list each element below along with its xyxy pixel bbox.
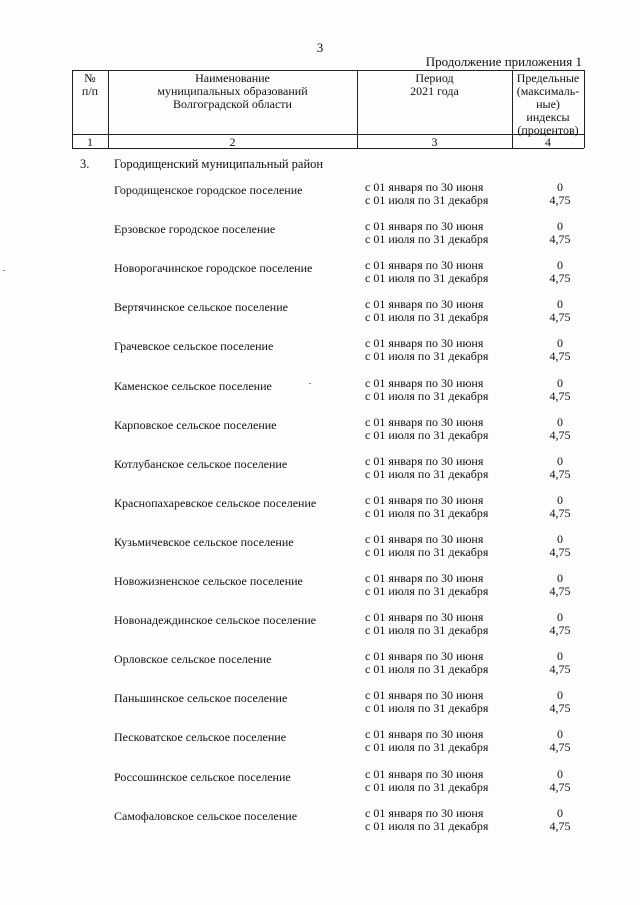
page-number: 3 xyxy=(316,40,324,55)
period-cell xyxy=(365,337,488,363)
index-cell xyxy=(540,298,580,324)
municipality-name: Россошинское сельское поселение xyxy=(114,769,291,784)
period-second-half: с 01 июля по 31 декабря xyxy=(365,193,489,207)
period-second-half: с 01 июля по 31 декабря xyxy=(365,310,489,325)
period-first-half: с 01 января по 30 июня xyxy=(365,727,484,742)
municipality-name: Орловское сельское поселение xyxy=(114,652,272,667)
header-col-4: 4 xyxy=(545,135,551,149)
period-first-half: с 01 января по 30 июня xyxy=(365,219,484,234)
period-second-half: с 01 июля по 31 декабря xyxy=(365,232,489,247)
period-second-half: с 01 июля по 31 декабря xyxy=(365,271,489,286)
period-cell xyxy=(365,650,488,676)
period-first-half: с 01 января по 30 июня xyxy=(365,688,484,703)
period-first-half: с 01 января по 30 июня xyxy=(365,492,484,507)
index-cell xyxy=(540,768,580,794)
index-second-half: 4,75 xyxy=(549,701,571,716)
period-second-half: с 01 июля по 31 декабря xyxy=(365,740,489,755)
period-first-half: с 01 января по 30 июня xyxy=(365,336,484,351)
index-cell xyxy=(540,337,580,363)
index-cell xyxy=(540,728,580,754)
header-period: Период 2021 года xyxy=(410,71,459,98)
table-row xyxy=(0,375,640,415)
index-second-half: 4,75 xyxy=(549,662,571,677)
index-cell xyxy=(540,807,580,833)
index-first-half: 0 xyxy=(557,649,563,664)
municipality-name: Грачевское сельское поселение xyxy=(114,339,274,354)
header-name: Наименование муниципальных образований Волгоградской области xyxy=(157,71,308,111)
table-row xyxy=(0,336,640,375)
index-second-half: 4,75 xyxy=(549,544,571,559)
table-row xyxy=(0,414,640,454)
index-first-half: 0 xyxy=(557,531,563,546)
period-second-half: с 01 июля по 31 декабря xyxy=(365,466,489,481)
period-first-half: с 01 января по 30 июня xyxy=(365,766,484,781)
index-cell xyxy=(540,259,580,285)
table-row xyxy=(0,571,640,610)
municipality-name: Новорогачинское городское поселение xyxy=(114,261,313,276)
table-row xyxy=(0,610,640,649)
municipality-name: Карповское сельское поселение xyxy=(114,417,277,432)
index-cell xyxy=(540,494,580,520)
continuation-note: Продолжение приложения 1 xyxy=(425,54,582,69)
table-row xyxy=(0,219,640,258)
index-second-half: 4,75 xyxy=(549,505,571,520)
period-second-half: с 01 июля по 31 декабря xyxy=(365,544,489,559)
period-first-half: с 01 января по 30 июня xyxy=(365,297,484,312)
municipality-name: Каменское сельское поселение xyxy=(114,378,272,393)
table-row xyxy=(0,727,640,766)
index-first-half: 0 xyxy=(557,610,563,625)
period-second-half: с 01 июля по 31 декабря xyxy=(365,427,489,442)
index-second-half: 4,75 xyxy=(549,193,571,207)
municipality-name: Ерзовское городское поселение xyxy=(114,222,276,237)
index-cell xyxy=(540,611,580,637)
index-second-half: 4,75 xyxy=(549,818,571,833)
municipality-name: Новонадеждинское сельское поселение xyxy=(114,613,316,628)
period-cell xyxy=(365,807,488,833)
period-first-half: с 01 января по 30 июня xyxy=(365,414,484,429)
table-row xyxy=(0,180,640,219)
scan-mark xyxy=(309,383,311,384)
period-cell xyxy=(365,689,488,715)
index-cell xyxy=(540,220,580,246)
index-first-half: 0 xyxy=(557,805,563,820)
period-second-half: с 01 июля по 31 декабря xyxy=(365,818,489,833)
table-row xyxy=(0,649,640,688)
index-first-half: 0 xyxy=(557,219,563,234)
municipality-name: Городищенское городское поселение xyxy=(114,183,303,197)
period-first-half: с 01 января по 30 июня xyxy=(365,375,484,390)
index-first-half: 0 xyxy=(557,571,563,585)
table-row xyxy=(0,766,640,806)
index-second-half: 4,75 xyxy=(549,427,571,442)
index-first-half: 0 xyxy=(557,492,563,507)
index-first-half: 0 xyxy=(557,688,563,703)
period-second-half: с 01 июля по 31 декабря xyxy=(365,701,489,716)
index-cell xyxy=(540,689,580,715)
municipality-name: Кузьмичевское сельское поселение xyxy=(114,534,294,549)
table-row xyxy=(0,258,640,297)
header-col-1: 1 xyxy=(87,135,93,149)
period-first-half: с 01 января по 30 июня xyxy=(365,180,484,194)
index-first-half: 0 xyxy=(557,414,563,429)
period-second-half: с 01 июля по 31 декабря xyxy=(365,388,489,403)
period-first-half: с 01 января по 30 июня xyxy=(365,610,484,625)
index-second-half: 4,75 xyxy=(549,779,571,794)
table-row xyxy=(0,688,640,727)
index-first-half: 0 xyxy=(557,180,563,194)
municipality-name: Паньшинское сельское поселение xyxy=(114,691,288,706)
index-second-half: 4,75 xyxy=(549,310,571,325)
index-first-half: 0 xyxy=(557,766,563,781)
municipality-name: Новожизненское сельское поселение xyxy=(114,574,303,588)
period-second-half: с 01 июля по 31 декабря xyxy=(365,662,489,677)
period-cell xyxy=(365,416,488,442)
table-row xyxy=(0,453,640,493)
index-first-half: 0 xyxy=(557,258,563,273)
index-second-half: 4,75 xyxy=(549,466,571,481)
period-cell xyxy=(365,611,488,637)
period-first-half: с 01 января по 30 июня xyxy=(365,531,484,546)
table-row xyxy=(0,531,640,571)
period-first-half: с 01 января по 30 июня xyxy=(365,805,484,820)
index-cell xyxy=(540,455,580,481)
index-second-half: 4,75 xyxy=(549,388,571,403)
municipality-name: Вертячинское сельское поселение xyxy=(114,300,288,315)
index-cell xyxy=(540,650,580,676)
period-cell xyxy=(365,377,488,403)
index-second-half: 4,75 xyxy=(549,623,571,638)
municipality-name: Песковатское сельское поселение xyxy=(114,730,287,745)
municipality-name: Самофаловское сельское поселение xyxy=(114,808,298,823)
period-second-half: с 01 июля по 31 декабря xyxy=(365,505,489,520)
header-col-3: 3 xyxy=(431,135,438,149)
header-index: Предельные (максималь- ные) индексы (процентов) xyxy=(516,71,580,137)
period-first-half: с 01 января по 30 июня xyxy=(365,649,484,664)
table-row xyxy=(0,297,640,336)
period-cell xyxy=(365,181,488,207)
municipality-name: Краснопахаревское сельское поселение xyxy=(114,495,317,510)
period-cell xyxy=(365,768,488,794)
period-first-half: с 01 января по 30 июня xyxy=(365,258,484,273)
header-number: № п/п xyxy=(81,71,99,98)
index-cell xyxy=(540,416,580,442)
scan-mark xyxy=(3,270,5,271)
index-first-half: 0 xyxy=(557,727,563,742)
table-row xyxy=(0,805,640,845)
period-cell xyxy=(365,572,488,598)
table-row xyxy=(0,492,640,532)
period-cell xyxy=(365,220,488,246)
index-first-half: 0 xyxy=(557,336,563,351)
period-cell xyxy=(365,455,488,481)
table-header xyxy=(72,70,584,148)
index-second-half: 4,75 xyxy=(549,349,571,364)
index-cell xyxy=(540,377,580,403)
section-title: Городищенский муниципальный район xyxy=(114,157,324,171)
period-cell xyxy=(365,728,488,754)
section-number: 3. xyxy=(80,157,90,171)
index-first-half: 0 xyxy=(557,375,563,390)
period-second-half: с 01 июля по 31 декабря xyxy=(365,623,489,638)
header-col-2: 2 xyxy=(229,135,236,149)
index-second-half: 4,75 xyxy=(549,232,571,247)
period-first-half: с 01 января по 30 июня xyxy=(365,453,484,468)
index-second-half: 4,75 xyxy=(549,584,571,598)
period-second-half: с 01 июля по 31 декабря xyxy=(365,584,489,598)
index-first-half: 0 xyxy=(557,453,563,468)
period-cell xyxy=(365,533,488,559)
period-cell xyxy=(365,259,488,285)
index-first-half: 0 xyxy=(557,297,563,312)
index-cell xyxy=(540,181,580,207)
index-second-half: 4,75 xyxy=(549,271,571,286)
index-second-half: 4,75 xyxy=(549,740,571,755)
period-second-half: с 01 июля по 31 декабря xyxy=(365,349,489,364)
period-second-half: с 01 июля по 31 декабря xyxy=(365,779,489,794)
index-cell xyxy=(540,533,580,559)
period-cell xyxy=(365,298,488,324)
period-first-half: с 01 января по 30 июня xyxy=(365,571,484,585)
period-cell xyxy=(365,494,488,520)
index-cell xyxy=(540,572,580,598)
municipality-name: Котлубанское сельское поселение xyxy=(114,456,288,471)
section-heading xyxy=(80,157,323,172)
